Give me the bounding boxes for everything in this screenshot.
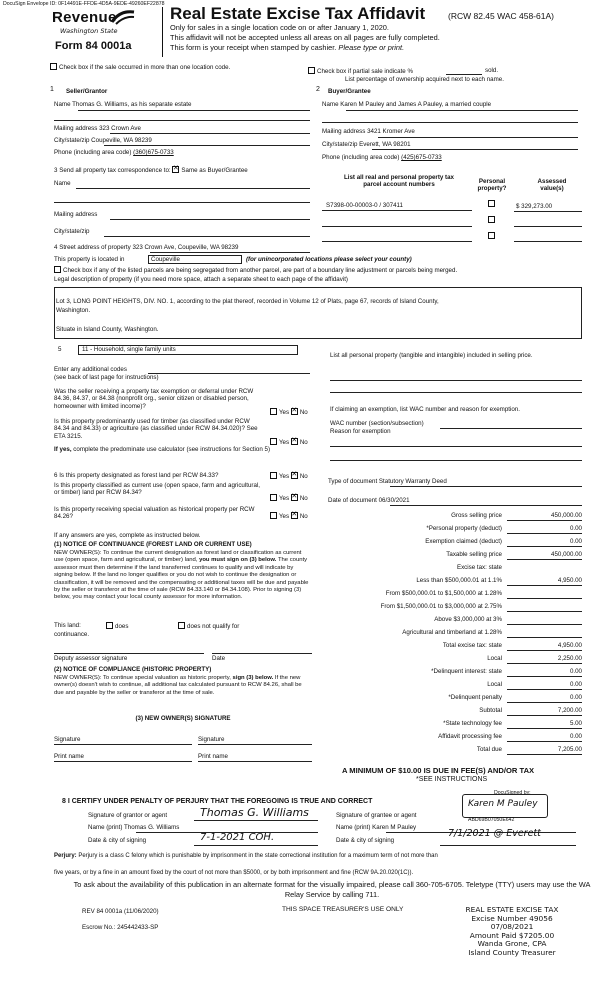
segregated-checkbox[interactable] xyxy=(54,266,61,273)
tax-row-value[interactable] xyxy=(507,590,582,599)
owner-print-field-2[interactable] xyxy=(198,761,312,762)
f3-yes-checkbox[interactable] xyxy=(270,512,277,519)
tax-row xyxy=(320,746,582,758)
tax-row-value[interactable]: 450,000.00 xyxy=(507,512,582,521)
personal-prop-note: List all personal property (tangible and intangible) included in selling price. xyxy=(330,352,533,359)
q2-note-bold: If yes, xyxy=(54,446,72,453)
tax-row xyxy=(320,733,582,745)
same-as-buyer-checkbox[interactable] xyxy=(172,166,179,173)
additional-codes-field[interactable] xyxy=(148,373,310,374)
tax-row xyxy=(320,707,582,719)
f2-no-checkbox[interactable] xyxy=(291,494,298,501)
section-1-num: 1 xyxy=(50,86,54,93)
assessed-header: Assessed value(s) xyxy=(537,178,567,193)
notice-compliance-title: (2) NOTICE OF COMPLIANCE (HISTORIC PROPERTY) xyxy=(54,666,212,673)
continuance-label: continuance. xyxy=(54,631,90,638)
tax-row-label: Local xyxy=(487,655,502,662)
forest-q3: Is this property receiving special valuation as historical property per RCW 84.26? xyxy=(54,506,255,521)
property-num: 4 xyxy=(54,244,58,251)
grantee-signature[interactable]: Karen M Pauley xyxy=(468,799,538,809)
legal-line3: Situate in Island County, Washington. xyxy=(56,326,159,333)
tax-row-label: Less than $500,000.01 at 1.1% xyxy=(416,577,502,584)
tax-row xyxy=(320,720,582,732)
tax-row xyxy=(320,681,582,693)
notice-compliance-body: NEW OWNER(S): To continue special valuation as historic property, sign (3) below. If the new owner(s) doesn't wish to continue, all additional tax calculated pursuant to RCW 84.26, shall be due and payable by the seller or transferor at the time of sale. xyxy=(54,675,302,696)
forest-q1: Is this property designated as forest land per RCW 84.33? xyxy=(59,472,219,479)
f3-no-checkbox[interactable] xyxy=(291,512,298,519)
seller-mailing[interactable]: 323 Crown Ave xyxy=(99,125,141,132)
owner-signature-field-2[interactable] xyxy=(198,744,312,745)
tax-row-value[interactable] xyxy=(507,629,582,638)
wac-field[interactable] xyxy=(440,428,582,429)
certify-num: 8 xyxy=(62,798,66,805)
located-label: This property is located in xyxy=(54,256,125,263)
tax-row-label: From $500,000.01 to $1,500,000 at 1.28% xyxy=(385,590,502,597)
treasurer-stamp: REAL ESTATE EXCISE TAX Excise Number 49056 07/08/2021 Amount Paid $7205.00 Wanda Grone, CPA Island County Treasurer xyxy=(465,905,559,957)
grantor-date[interactable]: 7-1-2021 COH. xyxy=(200,832,275,843)
see-instructions: *SEE INSTRUCTIONS xyxy=(416,776,488,783)
buyer-phone[interactable]: (425)675-0733 xyxy=(401,154,442,161)
tax-row-label: Subtotal xyxy=(479,707,502,714)
seller-name[interactable]: Thomas G. Williams, as his separate estate xyxy=(72,101,192,108)
certify-title: I CERTIFY UNDER PENALTY OF PERJURY THAT THE FOREGOING IS TRUE AND CORRECT xyxy=(67,798,373,805)
same-as-buyer-label: Same as Buyer/Grantee xyxy=(181,167,248,174)
tax-row-value[interactable]: 4,950.00 xyxy=(507,642,582,651)
parcels-header: List all real and personal property tax parcel account numbers xyxy=(343,174,455,189)
tax-row-value[interactable]: 0.00 xyxy=(507,694,582,703)
does-checkbox[interactable] xyxy=(106,622,113,629)
corr-mailing-field[interactable] xyxy=(110,219,310,220)
tax-row-label: Agricultural and timberland at 1.28% xyxy=(402,629,502,636)
escrow-label: Escrow No.: xyxy=(82,924,116,931)
doc-date[interactable]: 06/30/2021 xyxy=(378,497,410,504)
tax-row-label: Affidavit processing fee xyxy=(438,733,502,740)
perjury-text-2: five years, or by a fine in an amount fixed by the court of not more than $5000, or by both imprisonment and fine (RCW 9A.20.020(1C)). xyxy=(54,870,414,876)
owner-signature-field-1[interactable] xyxy=(54,744,192,745)
tax-row-value[interactable] xyxy=(507,616,582,625)
exemption-claim-label: If claiming an exemption, list WAC number and reason for exemption. xyxy=(330,406,520,413)
new-owner-signature-title: (3) NEW OWNER(S) SIGNATURE xyxy=(135,715,231,722)
corr-name-field[interactable] xyxy=(76,188,310,189)
tax-row-value[interactable]: 0.00 xyxy=(507,733,582,742)
tax-row xyxy=(320,694,582,706)
segregated-label: Check box if any of the listed parcels are being segregated from another parcel, are part of a boundary line adjustment or parcels being merged. xyxy=(63,267,458,274)
corr-city-label: City/state/zip xyxy=(54,228,90,235)
doc-type-label: Type of document xyxy=(328,478,378,485)
tax-row-value[interactable]: 450,000.00 xyxy=(507,551,582,560)
unincorporated-note: (for unincorporated locations please select your county) xyxy=(246,256,412,263)
q2-note: complete the predominate use calculator (see instructions for Section 5) xyxy=(73,446,271,453)
personal-property-checkbox-2[interactable] xyxy=(488,216,495,223)
tax-row xyxy=(320,629,582,641)
grantee-name-label: Name (print) xyxy=(336,824,371,831)
form-number: Form 84 0001a xyxy=(55,40,132,52)
personal-header: Personal property? xyxy=(477,178,507,193)
personal-property-checkbox-3[interactable] xyxy=(488,232,495,239)
assessed-value[interactable]: $ 329,273.00 xyxy=(516,203,553,210)
perjury-bold: Perjury: xyxy=(54,853,77,859)
tax-row xyxy=(320,655,582,667)
main-title: Real Estate Excise Tax Affidavit xyxy=(170,4,426,23)
forest-note: If any answers are yes, complete as instructed below. xyxy=(54,532,201,539)
tax-row-value[interactable]: 0.00 xyxy=(507,525,582,534)
correspondence-num: 3 xyxy=(54,167,58,174)
legal-line1: Lot 3, LONG POINT HEIGHTS, DIV. NO. 1, according to the plat thereof, recorded in Volume 12 of Plats, page 67, records of Island County, xyxy=(56,298,439,305)
f1-no-checkbox[interactable] xyxy=(291,472,298,479)
tax-row-label: Total due xyxy=(476,746,502,753)
parcel-number[interactable]: S7398-00-00003-0 / 307411 xyxy=(326,202,403,209)
notice-continuance-title: (1) NOTICE OF CONTINUANCE (FOREST LAND OR CURRENT USE) xyxy=(54,541,252,548)
street-address[interactable]: 323 Crown Ave, Coupeville, WA 98239 xyxy=(132,244,239,251)
tax-row xyxy=(320,642,582,654)
tax-row xyxy=(320,525,582,537)
seller-city[interactable]: Coupeville, WA 98239 xyxy=(91,137,152,144)
revenue-logo-subtitle: Washington State xyxy=(60,27,118,35)
tax-row-label: Taxable selling price xyxy=(446,551,502,558)
buyer-heading: Buyer/Grantee xyxy=(328,88,371,95)
header-line3b: Please type or print. xyxy=(338,43,405,52)
deputy-label: Deputy assessor signature xyxy=(54,655,128,662)
reason-field[interactable] xyxy=(330,446,582,447)
deputy-date-field[interactable] xyxy=(212,653,312,654)
list-pct-label: List percentage of ownership acquired next to each name. xyxy=(345,76,504,83)
land-label: This land: xyxy=(54,622,81,629)
tax-row-value[interactable]: 7,200.00 xyxy=(507,707,582,716)
grantor-signature[interactable]: Thomas G. Williams xyxy=(200,806,309,819)
section-2-num: 2 xyxy=(316,86,320,93)
tax-row xyxy=(320,590,582,602)
buyer-name-label: Name xyxy=(322,101,339,108)
tax-row xyxy=(320,668,582,680)
statute: (RCW 82.45 WAC 458-61A) xyxy=(448,11,554,21)
doc-date-label: Date of document xyxy=(328,497,377,504)
tax-row-label: Excise tax: state xyxy=(456,564,502,571)
tax-row xyxy=(320,538,582,550)
grantee-date-label: Date & city of signing xyxy=(336,837,395,844)
tax-row-value[interactable]: 5.00 xyxy=(507,720,582,729)
owner-print-label: Print name xyxy=(54,753,84,760)
tax-row-value[interactable]: 0.00 xyxy=(507,681,582,690)
buyer-city[interactable]: Everett, WA 98201 xyxy=(359,141,411,148)
forest-num: 6 xyxy=(54,472,58,479)
q1-yes-checkbox[interactable] xyxy=(270,408,277,415)
tax-row-value[interactable] xyxy=(507,564,582,573)
grantee-date[interactable]: 7/1/2021 @ Everett xyxy=(448,828,541,839)
reason-label: Reason for exemption xyxy=(330,428,391,435)
treasurer-use-only: THIS SPACE TREASURER'S USE ONLY xyxy=(282,906,404,913)
tax-row xyxy=(320,512,582,524)
wac-label: WAC number (section/subsection) xyxy=(330,420,424,427)
tax-row-label: *Personal property (deduct) xyxy=(426,525,502,532)
sold-label: sold. xyxy=(485,67,499,74)
owner-signature-label-2: Signature xyxy=(198,736,225,743)
notice-continuance-body: NEW OWNER(S): To continue the current designation as forest land or classification as current use (open space, farm and agricultural, or timber) land, you must sign on (3) below. The county assessor must then determine if the land transferred continues to qualify and will indicate by signing below. If the land no longer qualifies or you do not wish to continue the designation or classification, it will be removed and the compensating or additional taxes will be due and payable by the seller or transferor at the time of sale (RCW 84.33.140 or 84.34.108). Prior to signing (3) below, you may contact your local county assessor for more information. xyxy=(54,550,309,601)
correspondence-label: Send all property tax correspondence to: xyxy=(59,167,171,174)
form-revision: REV 84 0001a (11/06/2020) xyxy=(82,908,159,915)
tax-row-label: *State technology fee xyxy=(443,720,502,727)
header-line3: This form is your receipt when stamped by cashier. xyxy=(170,43,337,52)
seller-phone-label: Phone (including area code) xyxy=(54,149,132,156)
tax-row xyxy=(320,564,582,576)
seller-mailing-label: Mailing address xyxy=(54,125,98,132)
legal-line2: Washington. xyxy=(56,307,91,314)
multi-location-checkbox[interactable] xyxy=(50,63,57,70)
forest-q2: Is this property classified as current use (open space, farm and agricultural, or timber) land per RCW 84.34? xyxy=(54,482,261,497)
buyer-mailing-label: Mailing address xyxy=(322,128,366,135)
deputy-date-label: Date xyxy=(212,655,226,662)
partial-sale-checkbox[interactable] xyxy=(308,67,315,74)
tax-row xyxy=(320,603,582,615)
does-not-checkbox[interactable] xyxy=(178,622,185,629)
q2-yes-checkbox[interactable] xyxy=(270,438,277,445)
signature-id: ABD69B07050E642 xyxy=(468,817,515,823)
corr-mailing-label: Mailing address xyxy=(54,211,98,218)
docusigned-label: DocuSigned by: xyxy=(494,790,531,796)
personal-property-checkbox-1[interactable] xyxy=(488,200,495,207)
grantor-name[interactable]: Thomas G. Williams xyxy=(124,824,180,831)
tax-row-value[interactable]: 7,205.00 xyxy=(507,746,582,755)
additional-codes-sub: (see back of last page for instructions) xyxy=(54,374,159,381)
buyer-phone-label: Phone (including area code) xyxy=(322,154,400,161)
escrow-number: 245442433-SP xyxy=(117,924,159,931)
grantee-name[interactable]: Karen M Pauley xyxy=(372,824,417,831)
multi-location-label: Check box if the sale occurred in more than one location code. xyxy=(59,64,231,71)
header-divider xyxy=(162,7,163,57)
legal-label: Legal description of property (if you need more space, attach a separate sheet to each page of the affidavit) xyxy=(54,276,348,283)
partial-pct-field[interactable] xyxy=(446,74,482,75)
timber-question: Is this property predominantly used for timber (as classified under RCW 84.34 and 84.33) or agriculture (as classified under RCW 84.34.020)? See ETA 3215. xyxy=(54,418,258,440)
tax-row-value[interactable]: 0.00 xyxy=(507,538,582,547)
tax-row-label: *Delinquent interest: state xyxy=(431,668,502,675)
doc-type[interactable]: Statutory Warranty Deed xyxy=(378,478,447,485)
land-use-select[interactable]: 11 - Household, single family units xyxy=(78,345,298,355)
seller-phone[interactable]: (360)675-0733 xyxy=(133,149,174,156)
buyer-name[interactable]: Karen M Pauley and James A Pauley, a married couple xyxy=(340,101,492,108)
tax-row-value[interactable] xyxy=(507,603,582,612)
header-line2: This affidavit will not be accepted unless all areas on all pages are fully completed. xyxy=(170,33,440,42)
tax-row-value[interactable]: 0.00 xyxy=(507,668,582,677)
partial-sale-label: Check box if partial sale indicate % xyxy=(317,68,413,75)
tax-row-label: Above $3,000,000 at 3% xyxy=(434,616,502,623)
seller-city-label: City/state/zip xyxy=(54,137,90,144)
grantor-name-label: Name (print) xyxy=(88,824,123,831)
owner-signature-label: Signature xyxy=(54,736,81,743)
tax-row xyxy=(320,551,582,563)
tax-row xyxy=(320,616,582,628)
corr-city-field[interactable] xyxy=(104,236,310,237)
seller-name-label: Name xyxy=(54,101,71,108)
owner-print-label-2: Print name xyxy=(198,753,228,760)
tax-row-label: Local xyxy=(487,681,502,688)
exemption-question: Was the seller receiving a property tax exemption or deferral under RCW 84.36, 84.37, or 84.38 (nonprofit org., senior citizen or disabled person, homeowner with limited income)? xyxy=(54,388,254,410)
tax-row-label: Exemption claimed (deduct) xyxy=(425,538,502,545)
grantor-date-label: Date & city of signing xyxy=(88,837,147,844)
additional-codes-label: Enter any additional codes xyxy=(54,366,127,373)
owner-print-field-1[interactable] xyxy=(54,761,192,762)
tax-row xyxy=(320,577,582,589)
buyer-mailing[interactable]: 3421 Kromer Ave xyxy=(367,128,415,135)
revenue-logo-icon xyxy=(110,8,136,26)
use-num: 5 xyxy=(58,346,62,353)
alt-format-note: To ask about the availability of this publication in an alternate format for the visually impaired, please call 360-705-6705. Teletype (TTY) users may use the WA Relay Service by calling 711. xyxy=(73,880,591,899)
tax-row-label: Total excise tax: state xyxy=(442,642,502,649)
location-select[interactable]: Coupeville xyxy=(148,255,242,264)
minimum-due-note: A MINIMUM OF $10.00 IS DUE IN FEE(S) AND/OR TAX xyxy=(342,766,535,775)
tax-row-label: From $1,500,000.01 to $3,000,000 at 2.75% xyxy=(380,603,502,610)
tax-row-label: *Delinquent penalty xyxy=(448,694,502,701)
tax-row-label: Gross selling price xyxy=(451,512,502,519)
header-line1: Only for sales in a single location code on or after January 1, 2020. xyxy=(170,23,389,32)
buyer-city-label: City/state/zip xyxy=(322,141,358,148)
q2-no-checkbox[interactable] xyxy=(291,438,298,445)
grantor-sig-label: Signature of grantor or agent xyxy=(88,812,168,819)
f1-yes-checkbox[interactable] xyxy=(270,472,277,479)
f2-yes-checkbox[interactable] xyxy=(270,494,277,501)
deputy-signature-field[interactable] xyxy=(54,653,204,654)
perjury-text-1: Perjury is a class C felony which is punishable by imprisonment in the state correctional institution for a maximum term of not more than xyxy=(78,853,438,859)
tax-row-value[interactable]: 2,250.00 xyxy=(507,655,582,664)
corr-name-label: Name xyxy=(54,180,71,187)
envelope-id: DocuSign Envelope ID: 0F14491E-FFDE-4D5A-9EDE-49260EF22878 xyxy=(3,1,165,7)
tax-row-value[interactable]: 4,950.00 xyxy=(507,577,582,586)
revenue-logo-title: Revenue xyxy=(52,9,117,26)
q1-no-checkbox[interactable] xyxy=(291,408,298,415)
street-label: Street address of property xyxy=(59,244,131,251)
seller-heading: Seller/Grantor xyxy=(66,88,108,95)
grantee-sig-label: Signature of grantee or agent xyxy=(336,812,417,819)
